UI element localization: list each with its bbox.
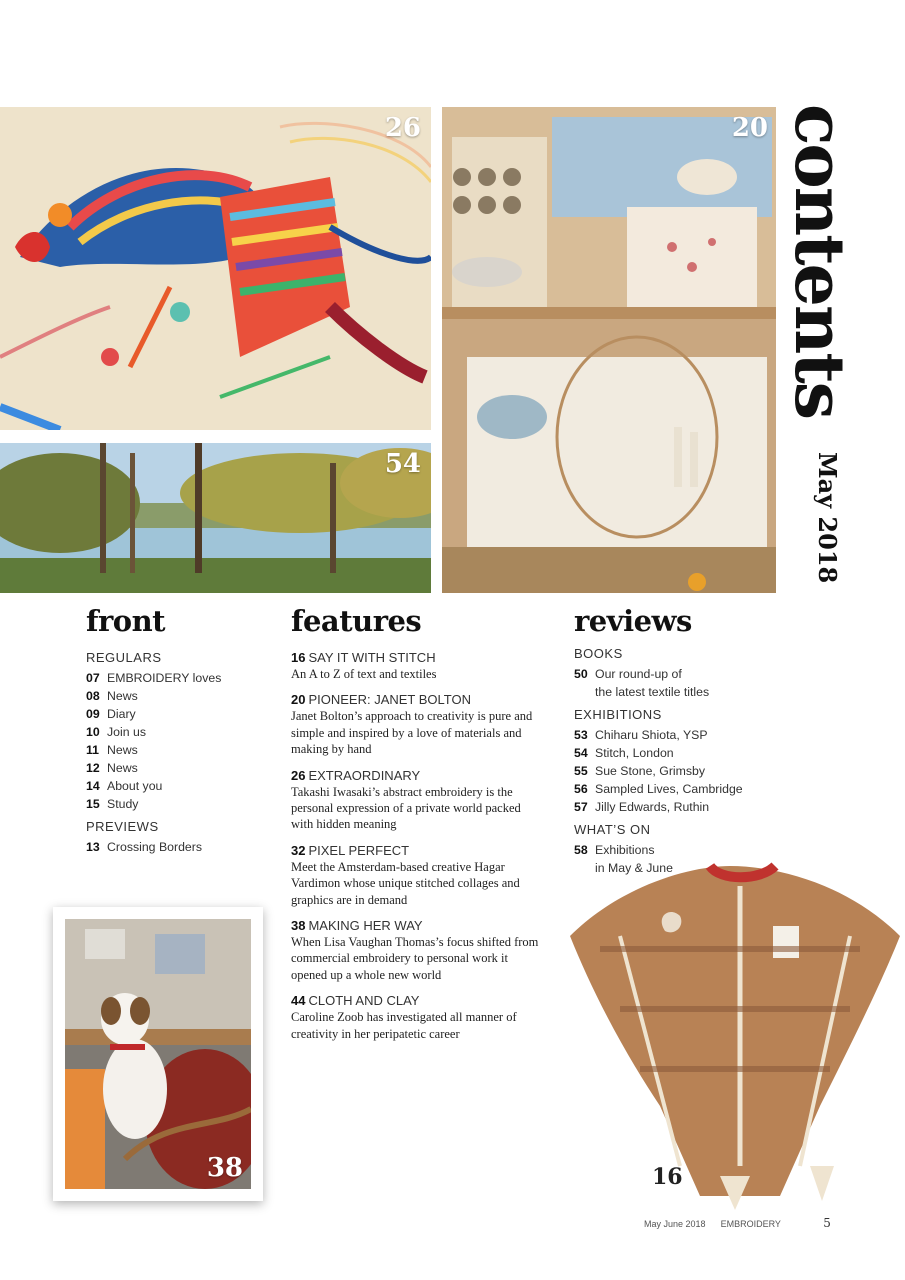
page-number: 56 [574,782,588,796]
exhibitions-entry [574,726,794,744]
feature-description: Takashi Iwasaki’s abstract embroidery is the personal expression of a private world packed with hidden meaning [291,784,521,832]
books-entry [574,665,794,683]
feature-title [291,842,541,859]
regulars-entry [86,687,276,705]
entry-label: News [107,761,138,775]
entry-label: Sue Stone, Grimsby [595,764,706,778]
page-number: 15 [86,797,100,811]
page-number: 09 [86,707,100,721]
feature-description: Janet Bolton’s approach to creativity is pure and simple and inspired by a love of materials and making by hand [291,709,533,757]
regulars-entry [86,759,276,777]
page-number: 53 [574,728,588,742]
page-number: 55 [574,764,588,778]
footer-issue: May June 2018 [644,1219,706,1229]
assemblage-illustration [442,107,776,593]
entry-label: News [107,743,138,757]
entry-label: News [107,689,138,703]
previews-list [86,838,276,856]
feature-item [291,917,541,983]
page-number: 10 [86,725,100,739]
previews-entry [86,838,276,856]
exhibitions-entry [574,762,794,780]
feature-title-text: SAY IT WITH STITCH [308,650,436,665]
footer-page-number: 5 [823,1216,831,1230]
feature-description: When Lisa Vaughan Thomas’s focus shifted from commercial embroidery to personal work it opened up a whole new world [291,935,539,982]
issue-date [812,452,842,592]
page-footer [644,1216,831,1230]
feature-title [291,649,541,666]
dog-photo [65,919,251,1189]
entry-label: Study [107,797,139,811]
page-number: 54 [574,746,588,760]
feature-description: Caroline Zoob has investigated all manner of creativity in her peripatetic career [291,1010,517,1041]
regulars-entry [86,669,276,687]
landscape-illustration [0,443,431,593]
previews-label: PREVIEWS [86,819,159,834]
exhibitions-list [574,726,794,816]
page-number: 08 [86,689,100,703]
assemblage-photo [442,107,776,593]
features-heading: features [291,604,422,638]
embroidery-photo [0,107,431,430]
exhibitions-entry [574,798,794,816]
feature-title-text: CLOTH AND CLAY [308,993,420,1009]
regulars-list [86,669,276,813]
feature-item [291,691,541,757]
entry-label: Stitch, London [595,746,674,760]
page-number: 38 [291,918,306,934]
whats-on-label: WHAT’S ON [574,822,651,837]
feature-title [291,691,541,708]
page-number: 44 [291,993,306,1009]
entry-label: Chiharu Shiota, YSP [595,728,708,742]
regulars-entry [86,777,276,795]
entry-label: Exhibitions [595,843,655,857]
embroidery-illustration [0,107,431,430]
regulars-entry [86,795,276,813]
exhibitions-entry [574,744,794,762]
regulars-entry [86,705,276,723]
entry-label: EMBROIDERY loves [107,671,222,685]
dog-photo-frame [53,907,263,1201]
page-number: 57 [574,800,588,814]
regulars-label: REGULARS [86,650,162,665]
issue-date-text: May 2018 [813,452,842,584]
entry-label: Jilly Edwards, Ruthin [595,800,710,814]
feature-title [291,917,541,934]
feature-item [291,842,541,908]
features-list [291,649,541,1051]
entry-label: Join us [107,725,146,739]
feature-title-text: PIONEER: JANET BOLTON [308,692,472,708]
whats-on-entry-line2: in May & June [595,861,673,875]
feature-item [291,992,541,1042]
page-number: 26 [291,767,306,783]
front-heading: front [86,604,166,638]
feature-title [291,992,541,1009]
page-tag-54: 54 [384,449,421,479]
page-tag-38: 38 [206,1153,243,1183]
page-tag-20: 20 [731,113,768,143]
page-tag-26: 26 [384,113,421,143]
reviews-column [574,646,794,877]
books-entry-line2: the latest textile titles [595,685,710,699]
page-number: 14 [86,779,100,793]
books-label: BOOKS [574,646,623,661]
feature-description: Meet the Amsterdam-based creative Hagar Vardimon whose unique stitched collages and graphics are in demand [291,859,520,907]
page-number: 20 [291,692,306,708]
exhibitions-label: EXHIBITIONS [574,707,662,722]
cape-photo [560,846,905,1210]
front-column [86,650,276,856]
feature-description: An A to Z of text and textiles [291,667,437,681]
landscape-photo [0,443,431,593]
entry-label: Sampled Lives, Cambridge [595,782,743,796]
exhibitions-entry [574,780,794,798]
entry-label: Crossing Borders [107,840,202,854]
reviews-heading: reviews [574,604,692,638]
page-number: 50 [574,667,588,681]
footer-magazine: EMBROIDERY [720,1219,781,1229]
page-tag-16: 16 [652,1164,683,1190]
dog-illustration [65,919,251,1189]
page-number: 13 [86,840,100,854]
feature-title-text: EXTRAORDINARY [308,767,421,783]
books-list [574,665,794,701]
cape-illustration [560,846,905,1210]
feature-item [291,767,541,833]
page-number: 32 [291,842,306,858]
feature-title-text: MAKING HER WAY [308,918,423,934]
page-number: 16 [291,650,306,665]
regulars-entry [86,741,276,759]
page-number: 58 [574,843,588,857]
page-number: 07 [86,671,100,685]
page-number: 12 [86,761,100,775]
entry-label: Diary [107,707,136,721]
entry-label: About you [107,779,163,793]
feature-item [291,649,541,682]
feature-title [291,767,541,784]
contents-title-text: contents [779,104,859,419]
page-number: 11 [86,743,99,757]
regulars-entry [86,723,276,741]
entry-label: Our round-up of [595,667,682,681]
feature-title-text: PIXEL PERFECT [308,842,410,858]
